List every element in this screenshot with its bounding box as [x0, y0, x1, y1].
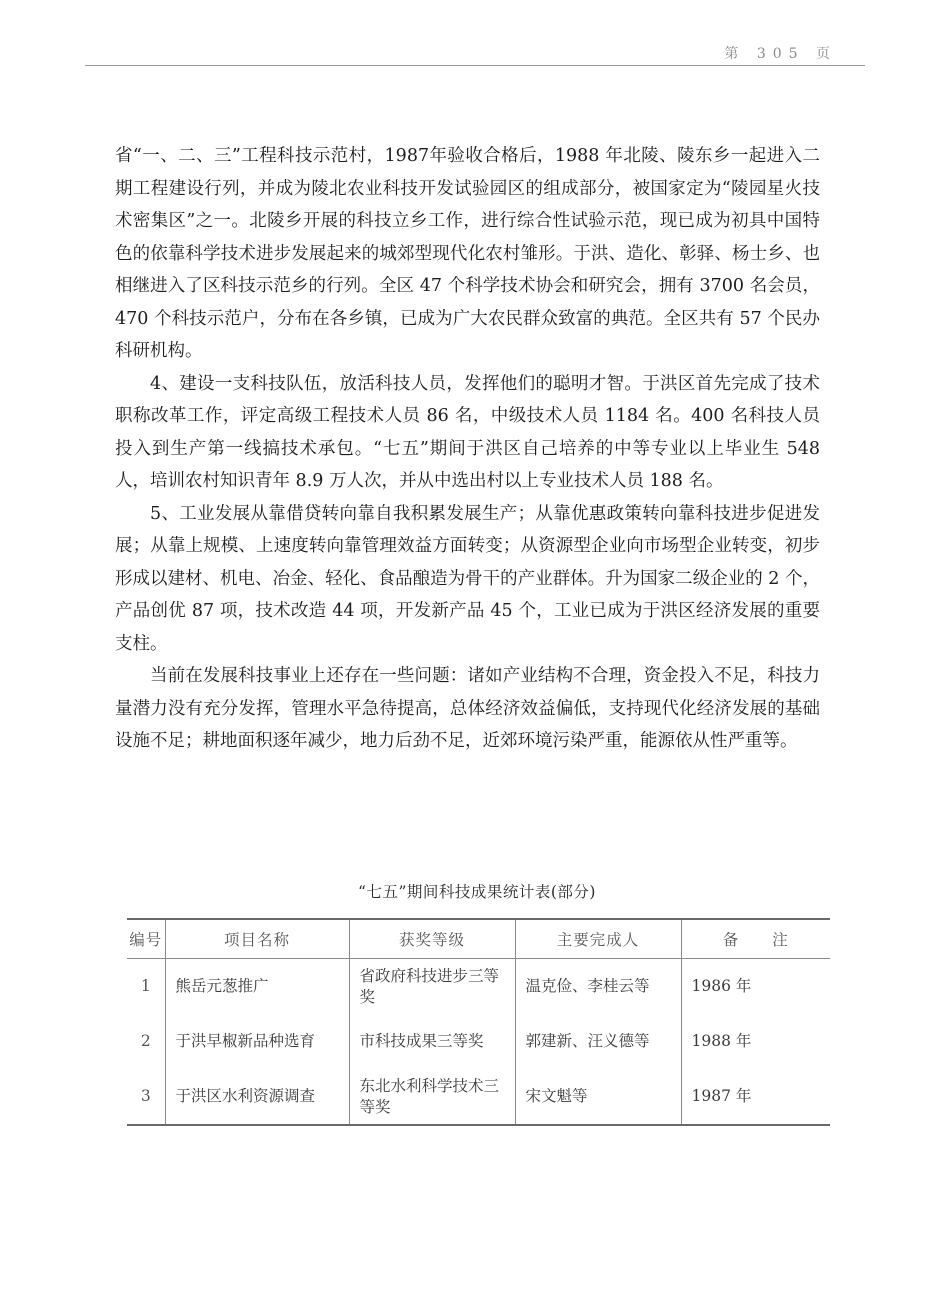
header-main-contributors: 主要完成人	[515, 919, 681, 959]
header-award-level: 获奖等级	[349, 919, 515, 959]
paragraph-4: 当前在发展科技事业上还存在一些问题：诸如产业结构不合理，资金投入不足，科技力量潜力没有充分发挥，管理水平急待提高，总体经济效益偏低，支持现代化经济发展的基础设施不足；耕地面积逐年减少，地力后劲不足，近郊环境污染严重，能源依从性严重等。	[115, 666, 820, 751]
paragraph-3: 5、工业发展从靠借贷转向靠自我积累发展生产；从靠优惠政策转向靠科技进步促进发展；从靠上规模、上速度转向靠管理效益方面转变；从资源型企业向市场型企业转变，初步形成以建材、机电、冶金、轻化、食品酿造为骨干的产业群体。升为国家二级企业的 2 个，产品创优 87 项，技术改造 44 项，开发新产品 45 个，工业已成为于洪区经济发展的重要支柱。	[115, 503, 820, 654]
cell-contributors: 温克俭、李桂云等	[515, 959, 681, 1015]
cell-award-level: 东北水利科学技术三等奖	[349, 1069, 515, 1125]
page-number: 第 305 页	[724, 46, 837, 62]
table-caption: “七五”期间科技成果统计表(部分)	[358, 883, 596, 901]
header-remarks: 备 注	[681, 919, 830, 959]
body-text	[115, 140, 820, 758]
results-table	[127, 918, 830, 1126]
cell-contributors: 宋文魁等	[515, 1069, 681, 1125]
table-row	[127, 1014, 830, 1069]
cell-number: 3	[127, 1069, 165, 1125]
cell-contributors: 郭建新、汪义德等	[515, 1014, 681, 1069]
table-header-row	[127, 919, 830, 959]
cell-remarks: 1988 年	[691, 1032, 752, 1050]
cell-remarks: 1986 年	[691, 977, 752, 995]
table-row	[127, 1069, 830, 1125]
cell-award-level: 省政府科技进步三等奖	[349, 959, 515, 1015]
cell-remarks: 1987 年	[681, 1069, 830, 1125]
paragraph-1: 省“一、二、三”工程科技示范村，1987年验收合格后，1988 年北陵、陵东乡一起进入二期工程建设行列，并成为陵北农业科技开发试验园区的组成部分，被国家定为“陵园星火技术密集区”之一。北陵乡开展的科技立乡工作，进行综合性试验示范，现已成为初具中国特色的依靠科学技术进步发展起来的城郊型现代化农村雏形。于洪、造化、彰驿、杨士乡、也相继进入了区科技示范乡的行列。全区 47 个科学技术协会和研究会，拥有 3700 名会员，470 个科技示范户，分布在各乡镇，已成为广大农民群众致富的典范。全区共有 57 个民办科研机构。	[115, 146, 820, 361]
cell-number: 2	[127, 1014, 165, 1069]
header-number: 编号	[127, 919, 165, 959]
paragraph-2: 4、建设一支科技队伍，放活科技人员，发挥他们的聪明才智。于洪区首先完成了技术职称改革工作，评定高级工程技术人员 86 名，中级技术人员 1184 名。400 名科技人员投入到生产第一线搞技术承包。“七五”期间于洪区自己培养的中等专业以上毕业生 548 人，培训农村知识青年 8.9 万人次，并从中选出村以上专业技术人员 188 名。	[115, 373, 820, 491]
cell-project-name: 熊岳元葱推广	[165, 959, 349, 1015]
cell-project-name: 于洪早椒新品种选育	[165, 1014, 349, 1069]
table-row	[127, 959, 830, 1015]
cell-project-name: 于洪区水利资源调查	[165, 1069, 349, 1125]
page-header	[85, 40, 865, 66]
header-project-name: 项目名称	[165, 919, 349, 959]
cell-award-level: 市科技成果三等奖	[349, 1014, 515, 1069]
cell-number: 1	[127, 959, 165, 1015]
